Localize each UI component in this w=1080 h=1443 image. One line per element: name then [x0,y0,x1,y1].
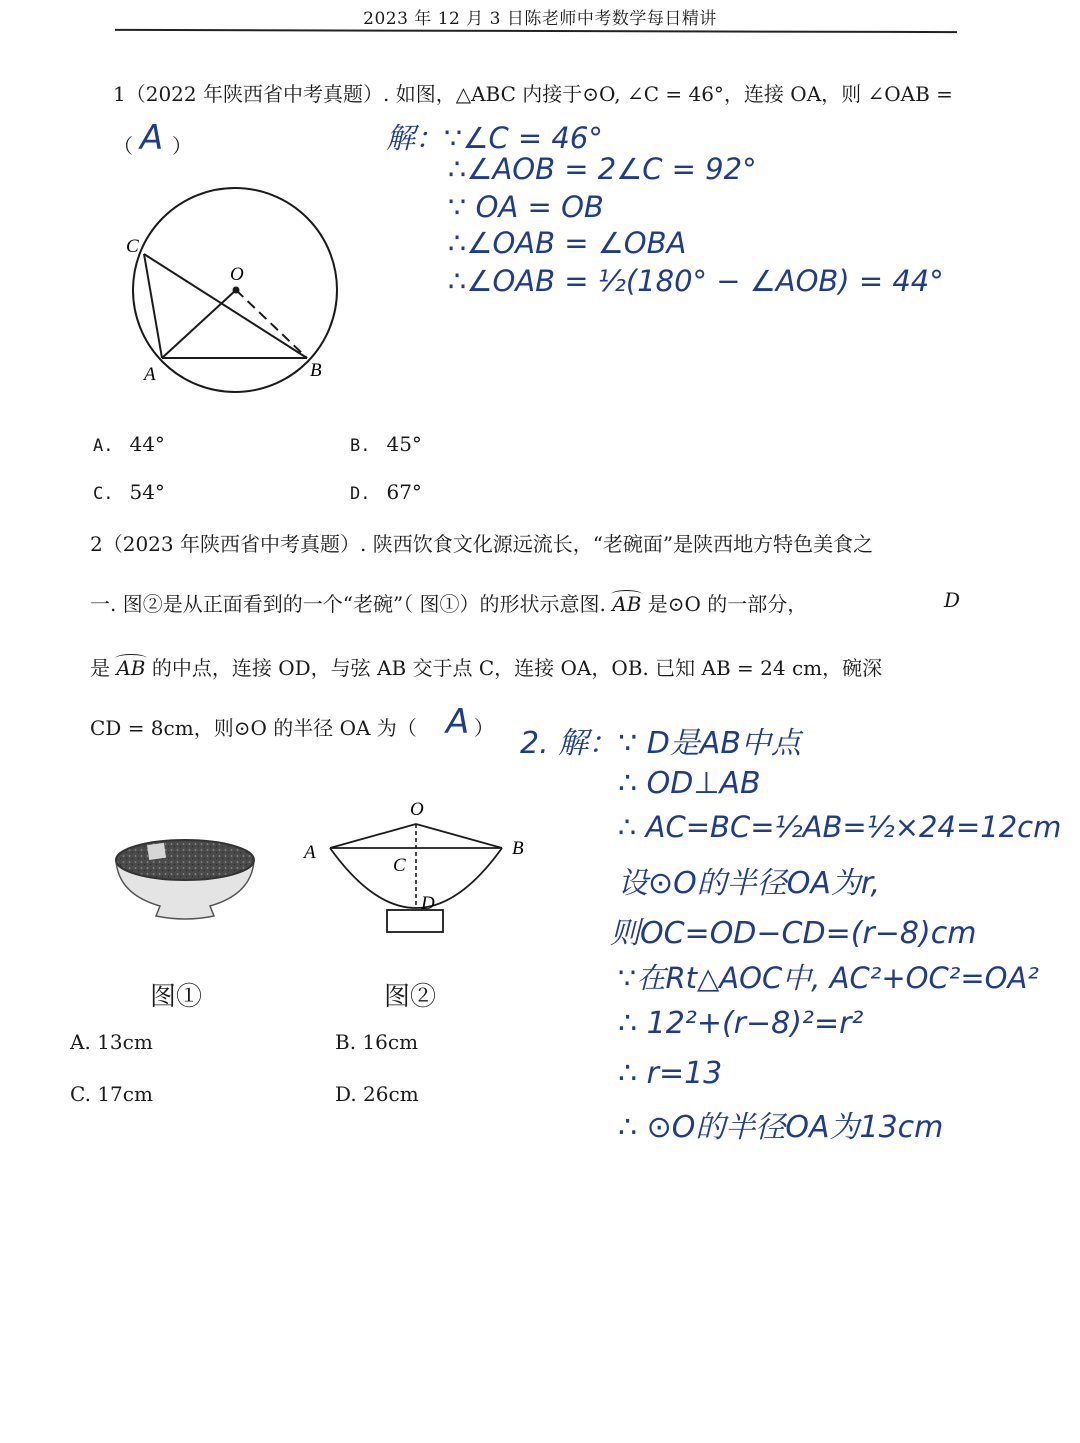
bowl-interior [116,840,254,880]
q2-solution-line-6: ∵在Rt△AOC中, AC²+OC²=OA² [618,961,1039,995]
q1-stem-source: 1（2022 年陕西省中考真题）. 如图， [113,82,456,106]
q2-stem-point-d: D [944,588,961,612]
q1-handwritten-answer: A [140,118,164,158]
q1-solution-line-4: ∴∠OAB = ∠OBA [448,226,687,260]
q1-option-a[interactable]: A. 44° [93,432,165,456]
segment-ob-dashed [236,290,307,358]
q2-solution-line-4: 设⊙O的半径OA为r, [618,866,881,901]
q1-answer-paren: （ [113,134,133,158]
q2-option-c[interactable]: C. 17cm [70,1082,153,1106]
label-a: A [304,842,316,863]
q2-option-d[interactable]: D. 26cm [335,1082,419,1106]
label-b: B [512,838,524,859]
label-c: C [393,855,406,876]
segment-ob [416,824,502,848]
label-a: A [144,364,156,385]
fig1-caption: 图① [150,982,203,1012]
arc-ab-symbol: AB [612,592,642,616]
label-o: O [410,799,424,820]
q1-circle-figure [120,180,350,410]
q1-solution-line-5: ∴∠OAB = ½(180° − ∠AOB) = 44° [448,264,944,298]
q2-stem-line-2: 一. 图②是从正面看到的一个“老碗”（ 图①）的形状示意图. AB 是⊙O 的一部分， [90,592,808,616]
q2-bowl-photo [110,830,260,925]
page-header-title: 2023 年 12 月 3 日陈老师中考数学每日精讲 [363,9,717,29]
q2-bowl-schematic [300,792,540,942]
segment-cb [144,254,307,358]
segment-oa [330,824,416,848]
center-point-o [233,287,240,294]
q1-solution-line-2: ∴∠AOB = 2∠C = 92° [448,152,757,186]
arc-ab-symbol-2: AB [116,656,146,680]
label-d: D [421,893,435,914]
segment-oa [162,290,236,358]
q2-stem-line-4: CD = 8cm，则⊙O 的半径 OA 为（ [90,716,417,740]
q1-stem-text: △ABC 内接于⊙O, ∠C = 46°，连接 OA，则 ∠OAB = [455,82,953,106]
q1-solution-line-3: ∵ OA = OB [448,190,604,224]
q2-stem-line-1: 2（2023 年陕西省中考真题）. 陕西饮食文化源远流长，“老碗面”是陕西地方特色美食之 [90,532,874,556]
q2-solution-line-8: ∴ r=13 [618,1056,723,1091]
q1-option-d[interactable]: D. 67° [350,480,422,504]
q2-option-a[interactable]: A. 13cm [70,1030,153,1054]
label-b: B [310,360,322,381]
q1-solution-line-1: 解：∵∠C = 46° [386,121,603,155]
fig2-caption: 图② [384,982,437,1012]
header-rule [115,29,957,33]
q2-solution-line-2: ∴ OD⊥AB [618,766,761,801]
q2-handwritten-answer: A [446,702,470,742]
q1-stem [113,78,953,107]
q2-solution-line-7: ∴ 12²+(r−8)²=r² [618,1006,864,1041]
arc-ab [330,848,502,908]
bowl-highlight [147,843,166,860]
q2-solution-line-5: 则OC=OD−CD=(r−8)cm [610,916,977,951]
q2-stem-line-3: 是 AB 的中点，连接 OD，与弦 AB 交于点 C，连接 OA，OB. 已知 AB = 24 cm，碗深 [90,656,883,680]
q1-option-b[interactable]: B. 45° [350,432,422,456]
label-c: C [126,236,139,257]
label-o: O [230,264,244,285]
q2-solution-line-3: ∴ AC=BC=½AB=½×24=12cm [618,810,1062,844]
q2-solution-line-1: 2. 解：∵ D是AB中点 [520,726,801,761]
q1-answer-paren-close: ） [172,134,192,158]
q2-option-b[interactable]: B. 16cm [335,1030,419,1054]
q2-solution-line-9: ∴ ⊙O的半径OA为13cm [618,1110,944,1145]
q2-answer-paren-close: ） [474,716,494,740]
q1-option-c[interactable]: C. 54° [93,480,165,504]
